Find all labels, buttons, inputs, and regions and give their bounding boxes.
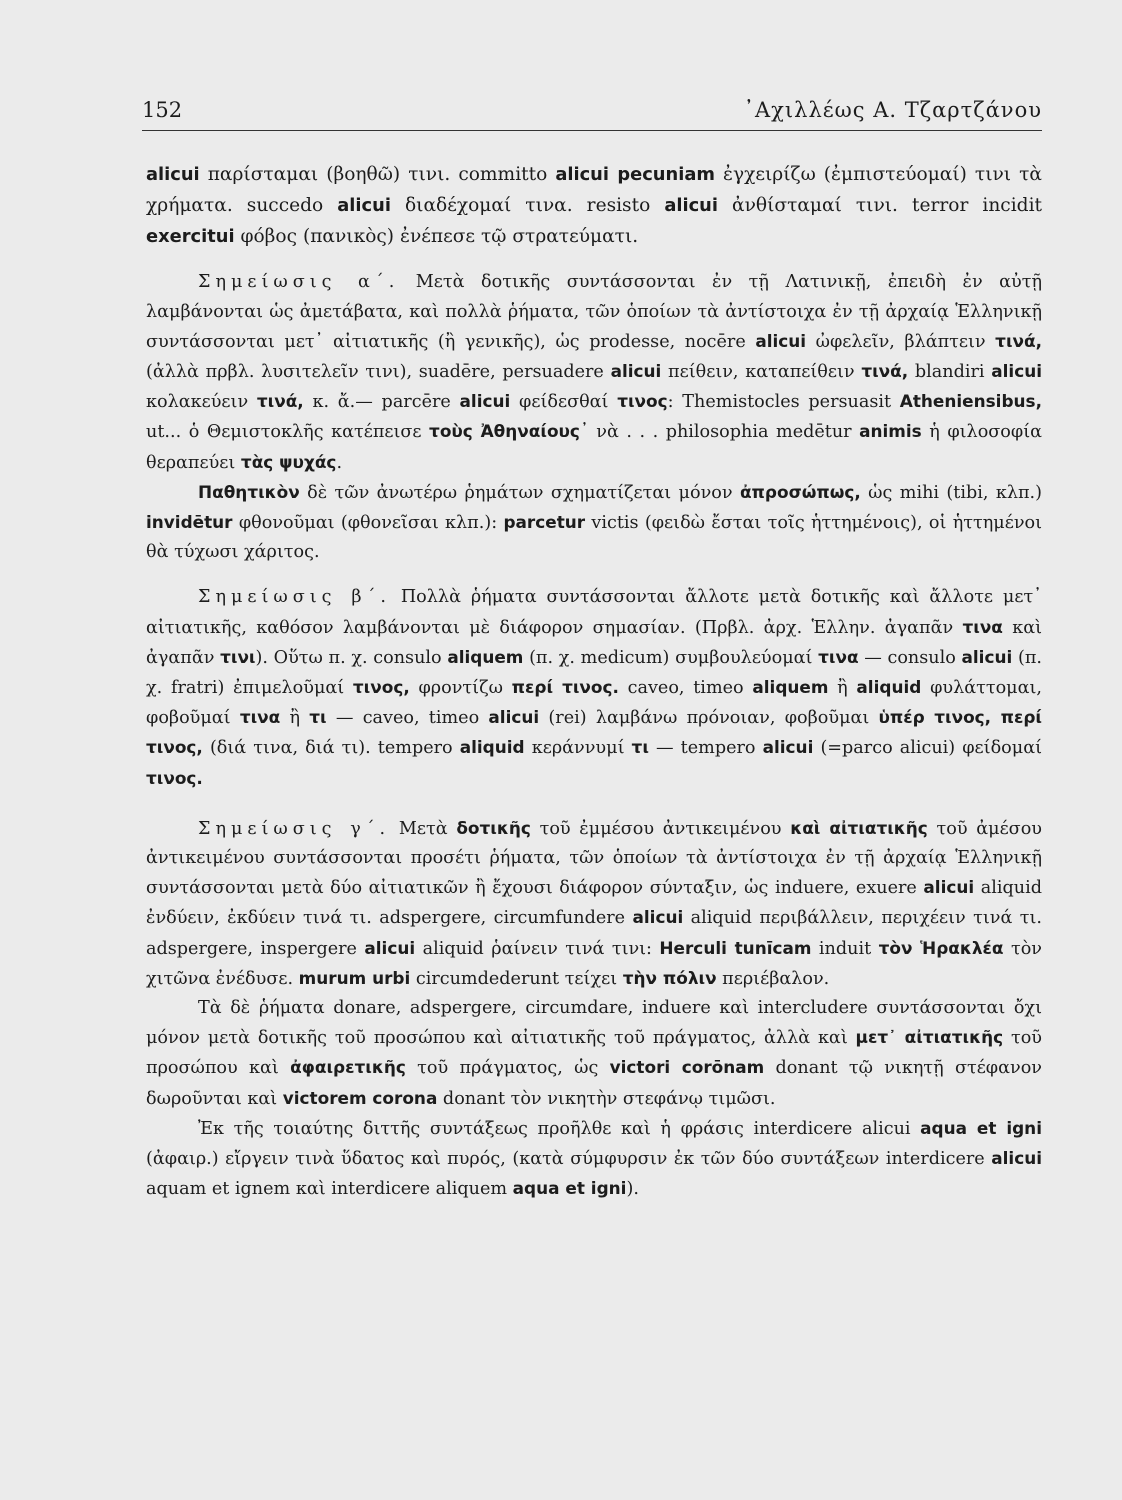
bold-term: τὸν Ἡρακλέα: [878, 937, 1004, 958]
bold-term: aqua et igni: [512, 1178, 627, 1199]
bold-term: alicui: [146, 164, 200, 185]
bold-term: aliquem: [752, 677, 829, 698]
bold-term: alicui: [991, 1148, 1042, 1169]
page-number: 152: [142, 98, 183, 122]
bold-term: τινα: [818, 646, 859, 667]
text-run: ἢ: [828, 678, 857, 699]
text-run: Ἐκ τῆς τοιαύτης διττῆς συντάξεως προῆλθε καὶ ἡ φράσις interdicere alicui: [198, 1118, 921, 1139]
text-run: aliquid ῥαίνειν τινά τινι:: [415, 938, 660, 959]
bold-term: alicui: [664, 194, 718, 216]
note-heading: Σημείωσις β΄.: [198, 587, 391, 608]
paragraph: [146, 1114, 1042, 1205]
text-run: ᾽ νὰ . . . philosophia medētur: [579, 422, 860, 443]
text-body: [146, 160, 1042, 1204]
bold-term: victori corōnam: [609, 1057, 765, 1078]
page-header: [142, 96, 1042, 131]
bold-term: alicui: [632, 907, 684, 928]
text-run: aliquid περιβάλλειν, περιχέειν τινά τι. adspergere, inspergere: [146, 908, 1042, 959]
bold-term: alicui: [488, 707, 540, 728]
text-run: (ἀλλὰ πρβλ. λυσιτελεῖν τινι), suadēre, persuadere: [146, 362, 611, 382]
text-run: Μετὰ δοτικῆς συντάσσονται ἐν τῇ Λατινικῇ, ἐπειδὴ ἐν αὐτῇ λαμβάνονται ὡς ἀμετάβατα, καὶ πολλὰ ῥήματα, τῶν ὁποίων τὰ ἀντίστοιχα ἐν τῇ ἀρχαίᾳ Ἑλληνικῇ συντάσσονται μετ᾽ αἰτιατικῆς (ἢ γενικῆς), ὡς prodesse, nocēre: [146, 272, 1042, 352]
text-run: καὶ ἀγαπᾶν: [146, 617, 1042, 668]
text-run: — consulo: [858, 647, 962, 668]
paragraph: [146, 478, 1042, 568]
note-heading: Σημείωσις α΄.: [198, 272, 400, 293]
text-run: Τὰ δὲ ῥήματα donare, adspergere, circumdare, induere καὶ intercludere συντάσσονται ὄχι μόνον μετὰ δοτικῆς τοῦ προσώπου καὶ αἰτιατικῆς τοῦ πράγματος, ἀλλὰ καὶ: [146, 998, 1042, 1049]
bold-term: aqua et igni: [920, 1117, 1042, 1138]
bold-term: περί τινος.: [511, 677, 619, 698]
paragraph: [146, 160, 1042, 252]
text-run: πείθειν, καταπείθειν: [661, 362, 862, 382]
bold-term: καὶ αἰτιατικῆς: [790, 817, 928, 838]
text-run: Μετὰ: [390, 818, 457, 839]
text-run: caveo, timeo: [618, 678, 753, 699]
bold-term: invidētur: [146, 512, 233, 533]
text-run: διαδέχομαί τινα. resisto: [390, 194, 665, 216]
bold-term: τινά,: [861, 361, 909, 381]
text-run: περιέβαλον.: [716, 968, 830, 989]
bold-term: τι: [309, 707, 327, 728]
bold-term: aliquem: [447, 646, 524, 667]
bold-term: τινος,: [352, 677, 410, 698]
text-run: (=parco alicui) φείδομαί: [813, 738, 1042, 759]
note-heading: Σημείωσις γ΄.: [198, 818, 391, 839]
text-run: φόβος (πανικὸς) ἐνέπεσε τῷ στρατεύματι.: [234, 225, 639, 247]
bold-term: alicui pecuniam: [555, 164, 715, 185]
bold-term: alicui: [755, 330, 807, 351]
bold-term: murum urbi: [298, 967, 411, 988]
text-run: φείδεσθαί: [510, 392, 618, 413]
text-run: ἡ φιλοσοφία θεραπεύει: [146, 422, 1042, 473]
bold-term: victorem corona: [282, 1087, 438, 1108]
bold-term: Παθητικὸν: [198, 481, 300, 502]
bold-term: alicui: [364, 937, 416, 958]
bold-term: alicui: [337, 194, 391, 216]
text-run: : Themistocles persuasit: [667, 392, 900, 413]
bold-term: alicui: [459, 391, 511, 412]
text-run: aquam et ignem καὶ interdicere aliquem: [146, 1179, 513, 1200]
bold-term: aliquid: [459, 737, 525, 758]
paragraph: [146, 994, 1042, 1114]
text-run: κεράννυμί: [524, 738, 632, 759]
text-run: τὸν χιτῶνα ἐνέδυσε.: [146, 938, 1042, 989]
text-run: (π. χ. medicum) συμβουλεύομαί: [523, 647, 819, 668]
text-run: (ἀφαιρ.) εἴργειν τινὰ ὕδατος καὶ πυρός, (κατὰ σύμφυρσιν ἐκ τῶν δύο συντάξεων interdicere: [146, 1149, 992, 1170]
bold-term: alicui: [991, 361, 1042, 381]
text-run: donant τῷ νικητῇ στέφανον δωροῦνται καὶ: [146, 1058, 1042, 1109]
bold-term: ὑπέρ τινος, περί τινος,: [146, 707, 1042, 758]
bold-term: ἀπροσώπως,: [739, 481, 861, 502]
text-run: circumdederunt τείχει: [410, 968, 623, 989]
bold-term: τινος: [617, 391, 668, 412]
bold-term: alicui: [961, 646, 1013, 667]
text-run: ). Οὕτω π. χ. consulo: [255, 647, 448, 668]
text-run: (rei) λαμβάνω πρόνοιαν, φοβοῦμαι: [539, 708, 879, 729]
bold-term: ἀφαιρετικῆς: [290, 1057, 406, 1078]
text-run: ).: [626, 1179, 639, 1200]
bold-term: parcetur: [503, 512, 586, 533]
bold-term: τινά,: [256, 391, 304, 412]
text-run: τοῦ ἐμμέσου ἀντικειμένου: [530, 818, 791, 839]
bold-term: δοτικῆς: [456, 817, 531, 838]
text-run: κ. ἄ.— parcēre: [303, 392, 460, 413]
text-run: τοῦ ἀμέσου ἀντικειμένου συντάσσονται προσέτι ῥήματα, τῶν ὁποίων τὰ ἀντίστοιχα ἐν τῇ ἀρχαίᾳ Ἑλληνικῇ συντάσσονται μετὰ δύο αἰτιατικῶν ἢ ἔχουσι διάφορον σύνταξιν, ὡς induere, exuere: [146, 818, 1042, 899]
text-run: victis (φειδὼ ἔσται τοῖς ἡττημένοις), οἱ ἡττημένοι θὰ τύχωσι χάριτος.: [146, 513, 1043, 563]
bold-term: τινα: [962, 616, 1003, 637]
text-run: ὠφελεῖν, βλάπτειν: [806, 331, 996, 352]
text-run: induit: [811, 938, 879, 959]
bold-term: τινά,: [995, 330, 1043, 351]
bold-term: exercitui: [146, 225, 235, 247]
text-run: παρίσταμαι (βοηθῶ) τινι. committo: [199, 164, 556, 185]
bold-term: Atheniensibus,: [899, 391, 1043, 412]
bold-term: μετ᾽ αἰτιατικῆς: [855, 1027, 1004, 1048]
note-beta: [146, 583, 1042, 793]
text-run: blandiri: [908, 362, 992, 382]
bold-term: animis: [859, 421, 922, 442]
bold-term: alicui: [762, 737, 814, 758]
bold-term: τοὺς Ἀθηναίους: [429, 421, 580, 442]
text-run: φθονοῦμαι (φθονεῖσαι κλπ.):: [232, 513, 504, 534]
note-alpha: [146, 268, 1042, 477]
bold-term: alicui: [923, 877, 975, 898]
text-run: δὲ τῶν ἀνωτέρω ῥημάτων σχηματίζεται μόνον: [299, 482, 740, 503]
text-run: — tempero: [648, 738, 763, 759]
bold-term: τὰς ψυχάς: [240, 451, 337, 472]
text-run: φροντίζω: [409, 678, 512, 699]
text-run: (π. χ. fratri) ἐπιμελοῦμαί: [146, 647, 1042, 699]
text-run: donant τὸν νικητὴν στεφάνῳ τιμῶσι.: [437, 1088, 776, 1109]
bold-term: τινι: [220, 646, 256, 667]
text-run: ἀνθίσταμαί τινι. terror incidit: [717, 194, 1042, 216]
text-run: φυλάττομαι, φοβοῦμαί: [146, 678, 1042, 729]
bold-term: τινα: [239, 707, 281, 728]
text-run: τοῦ προσώπου καὶ: [146, 1028, 1042, 1079]
bold-term: τὴν πόλιν: [622, 967, 717, 988]
text-run: Πολλὰ ῥήματα συντάσσονται ἄλλοτε μετὰ δοτικῆς καὶ ἄλλοτε μετ᾽ αἰτιατικῆς, καθόσον λαμβάνονται μὲ διάφορον σημασίαν. (Πρβλ. ἀρχ. Ἑλλην. ἀγαπᾶν: [146, 587, 1042, 638]
text-run: τοῦ πράγματος, ὡς: [405, 1058, 610, 1079]
bold-term: aliquid: [856, 677, 922, 698]
text-run: ὡς mihi (tibi, κλπ.): [860, 482, 1042, 503]
bold-term: Herculi tunīcam: [659, 937, 812, 958]
bold-term: τι: [631, 737, 649, 758]
note-gamma: [146, 814, 1042, 994]
running-title: ᾿Αχιλλέως Α. Τζαρτζάνου: [743, 98, 1042, 122]
text-run: ut... ὁ Θεμιστοκλῆς κατέπεισε: [146, 422, 430, 443]
text-run: (διά τινα, διά τι). tempero: [202, 738, 460, 759]
bold-term: τινος.: [146, 767, 203, 788]
text-run: ἐγχειρίζω (ἐμπιστεύομαί) τινι τὰ χρήματα. succedo: [146, 164, 1042, 216]
text-run: ἢ: [280, 708, 310, 729]
text-run: .: [336, 452, 343, 473]
bold-term: alicui: [610, 361, 662, 381]
text-run: κολακεύειν: [146, 392, 257, 413]
text-run: — caveo, timeo: [326, 708, 489, 729]
text-run: aliquid ἐνδύειν, ἐκδύειν τινά τι. adspergere, circumfundere: [146, 878, 1042, 929]
